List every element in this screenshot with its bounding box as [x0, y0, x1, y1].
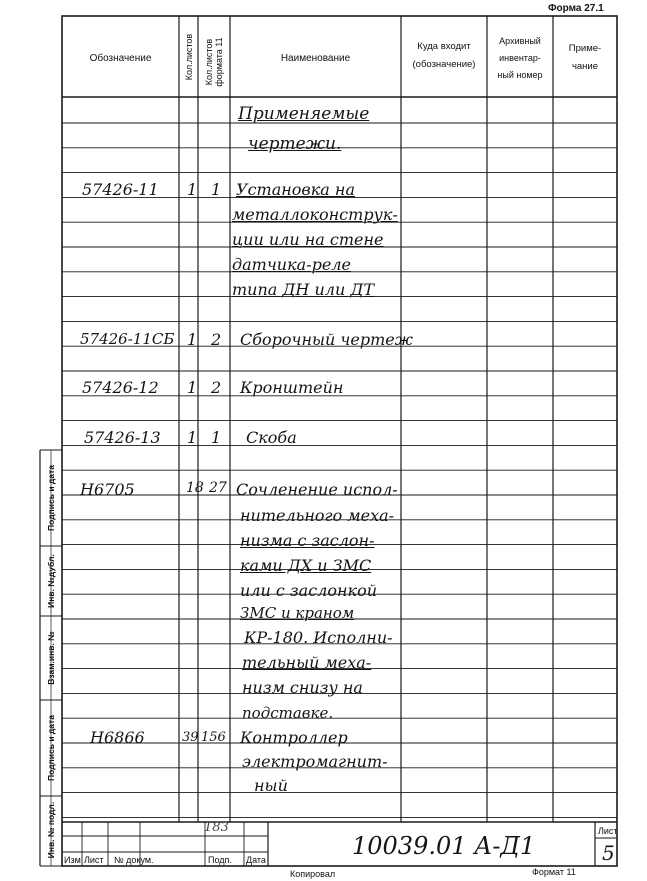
section-title-line2: чертежи. — [248, 134, 342, 154]
header-note — [553, 40, 617, 76]
row-name-line: Скоба — [246, 428, 297, 447]
row-count: 1 — [187, 180, 198, 199]
row-designation: 57426-11СБ — [80, 330, 175, 348]
row-designation: 57426-13 — [84, 428, 161, 447]
side-label-replace-inv: Взам.инв. № — [46, 631, 56, 685]
side-label-sign-date-1: Подпись и дата — [46, 715, 56, 781]
header-name: Наименование — [280, 53, 351, 64]
footer-format-label: Формат 11 — [532, 867, 576, 877]
header-note-line2: чание — [571, 61, 599, 72]
row-count: 1 — [187, 428, 198, 447]
footer-col-signature: Подп. — [208, 855, 232, 865]
row-name-line: Сочленение испол- — [236, 480, 398, 499]
header-where-used-line2: (обозначение) — [412, 59, 476, 70]
header-archive-line3: ный номер — [497, 70, 543, 80]
row-name-line: Сборочный чертеж — [240, 330, 413, 349]
row-name-line: типа ДН или ДТ — [232, 280, 375, 299]
row-format: 1 — [211, 180, 222, 199]
row-count: 1 — [187, 330, 198, 349]
row-name-line: или с заслонкой — [240, 581, 378, 600]
header-note-line1: Приме- — [568, 43, 602, 54]
row-name-line: электромагнит- — [242, 752, 388, 771]
footer-copied: Копировал — [290, 869, 336, 879]
row-name-line: подставке. — [242, 704, 334, 722]
header-archive-line2: инвентар- — [499, 53, 541, 63]
row-name-line: Установка на — [236, 180, 355, 199]
footer-col-change: Изм — [64, 855, 81, 865]
footer-sheet-number: 5 — [602, 841, 615, 865]
row-name-line: нительного меха- — [240, 506, 395, 525]
header-where-used — [401, 38, 487, 74]
row-count: 1 — [187, 378, 198, 397]
row-name-line: КР-180. Исполни- — [244, 628, 393, 647]
row-format: 27 — [209, 480, 227, 496]
row-format: 156 — [201, 730, 226, 745]
header-sheets-count: Кол.листов — [184, 33, 194, 81]
footer-col-docnum: № докум. — [114, 855, 154, 865]
row-name-line: ками ДХ и ЗМС — [240, 556, 372, 575]
row-designation: Н6705 — [80, 480, 135, 499]
row-name-line: датчика-реле — [232, 255, 351, 274]
header-sheets-format: Кол.листов формата 11 — [204, 37, 224, 87]
row-format: 2 — [211, 330, 222, 349]
row-format: 1 — [211, 428, 222, 447]
side-label-original-inv: Инв. № подл. — [46, 801, 56, 859]
row-designation: Н6866 — [90, 728, 145, 747]
header-archive — [487, 33, 553, 84]
row-name-line: тельный меха- — [242, 653, 372, 672]
row-name-line: ЗМС и краном — [240, 604, 355, 622]
row-designation: 57426-12 — [82, 378, 159, 397]
section-title-line1: Применяемые — [238, 104, 370, 124]
side-label-sign-date-2: Подпись и дата — [46, 465, 56, 531]
row-format: 2 — [211, 378, 222, 397]
footer-stamp-marks: 183 — [204, 820, 229, 835]
document-number: 10039.01 А-Д1 — [352, 832, 536, 860]
row-name-line: ции или на стене — [232, 230, 384, 249]
row-name-line: низма с заслон- — [240, 531, 375, 550]
row-designation: 57426-11 — [82, 180, 159, 199]
header-where-used-line1: Куда входит — [417, 41, 471, 52]
row-name-line: низм снизу на — [242, 678, 363, 697]
row-name-line: металлоконструк- — [232, 205, 398, 224]
header-archive-line1: Архивный — [499, 36, 541, 46]
side-label-duplicate-inv: Инв. №дубл. — [46, 554, 56, 608]
row-name-line: ный — [254, 776, 288, 795]
footer-sheet-label: Лист — [598, 826, 618, 836]
row-name-line: Кронштейн — [240, 378, 344, 397]
form-label: Форма 27.1 — [548, 3, 604, 14]
row-count: 39 — [182, 730, 199, 745]
row-count: 18 — [186, 480, 204, 496]
footer-col-date: Дата — [246, 855, 266, 865]
header-designation: Обозначение — [89, 53, 152, 64]
footer-col-sheet: Лист — [84, 855, 104, 865]
row-name-line: Контроллер — [240, 728, 348, 747]
